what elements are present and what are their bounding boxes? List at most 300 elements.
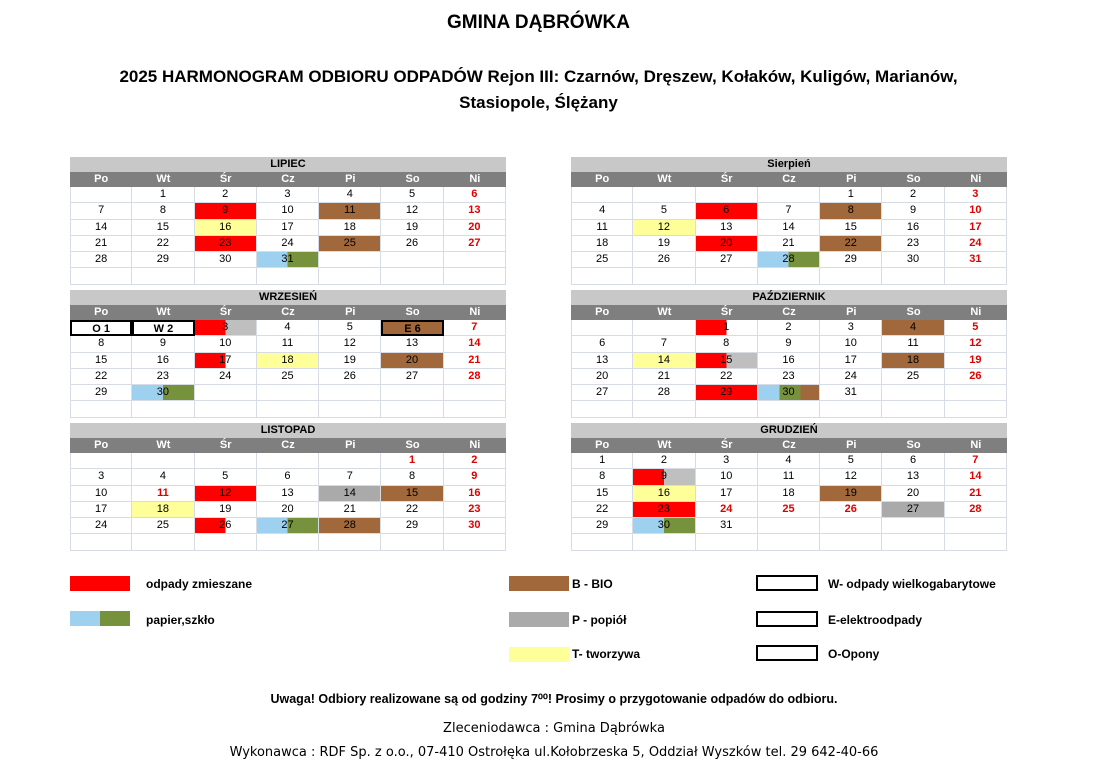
day-cell: 25 (758, 502, 820, 518)
day-cell: 18 (132, 502, 194, 518)
legend-electro-label: E-elektroodpady (828, 613, 923, 627)
day-cell: 2 (633, 453, 695, 469)
day-cell: 14 (444, 336, 506, 352)
day-cell (945, 385, 1007, 401)
weekday-label: Pi (846, 306, 857, 318)
month-header: PAŹDZIERNIK (571, 290, 1007, 305)
day-cell (70, 268, 132, 284)
weekday-label: Śr (219, 439, 232, 451)
day-cell (820, 401, 882, 417)
legend-electro-swatch (756, 611, 818, 627)
week-row (571, 320, 1007, 336)
day-cell: 17 (696, 486, 758, 502)
day-cell: 13 (444, 203, 506, 219)
weekday-label: Śr (219, 306, 232, 318)
day-cell (633, 401, 695, 417)
day-cell: 26 (319, 369, 381, 385)
day-cell (381, 252, 443, 268)
day-cell: 28 (319, 518, 381, 534)
calendar-sierpien (571, 157, 1007, 285)
week-row (571, 236, 1007, 252)
day-cell: 28 (758, 252, 820, 268)
day-cell: 12 (633, 220, 695, 236)
day-cell: 3 (945, 187, 1007, 203)
day-cell (945, 518, 1007, 534)
week-row (70, 353, 506, 369)
day-cell: 14 (945, 469, 1007, 485)
legend-paper-label: papier,szkło (146, 613, 215, 627)
weekday-label: Ni (970, 173, 982, 185)
day-cell: 24 (820, 369, 882, 385)
day-cell (444, 385, 506, 401)
week-row (70, 236, 506, 252)
day-cell: 24 (195, 369, 257, 385)
day-cell: 3 (195, 320, 257, 336)
day-cell: 16 (882, 220, 944, 236)
day-cell: 2 (758, 320, 820, 336)
day-cell: 4 (571, 203, 633, 219)
day-cell: 20 (696, 236, 758, 252)
day-cell: 4 (758, 453, 820, 469)
legend-plastic-swatch (509, 647, 569, 662)
day-cell: 21 (758, 236, 820, 252)
day-cell: 13 (696, 220, 758, 236)
weekday-label: Cz (782, 439, 796, 451)
day-cell (444, 268, 506, 284)
week-row (70, 320, 506, 336)
week-row (70, 469, 506, 485)
day-cell: 19 (319, 353, 381, 369)
week-row (571, 353, 1007, 369)
week-row (571, 369, 1007, 385)
day-cell: 20 (444, 220, 506, 236)
day-cell: 24 (257, 236, 319, 252)
day-cell: 19 (820, 486, 882, 502)
day-cell (195, 453, 257, 469)
weekday-label: Ni (970, 439, 982, 451)
day-cell: 5 (381, 187, 443, 203)
day-cell: 10 (696, 469, 758, 485)
day-cell: 30 (633, 518, 695, 534)
day-cell: 11 (882, 336, 944, 352)
day-cell (195, 385, 257, 401)
day-cell: 3 (696, 453, 758, 469)
day-cell: 29 (381, 518, 443, 534)
weekday-label: Wt (156, 306, 171, 318)
day-cell: 2 (882, 187, 944, 203)
day-cell (319, 453, 381, 469)
weekday-label: Po (94, 439, 109, 451)
day-cell: 19 (195, 502, 257, 518)
weekday-label: Cz (281, 306, 295, 318)
day-cell: 23 (758, 369, 820, 385)
day-cell: 23 (444, 502, 506, 518)
day-cell: 17 (70, 502, 132, 518)
day-cell: 23 (882, 236, 944, 252)
day-cell (571, 268, 633, 284)
day-cell: 7 (319, 469, 381, 485)
day-cell (882, 518, 944, 534)
day-cell: 16 (444, 486, 506, 502)
day-cell: 25 (257, 369, 319, 385)
week-row (571, 220, 1007, 236)
day-cell (257, 385, 319, 401)
day-cell: 16 (758, 353, 820, 369)
weekday-header-row (70, 438, 506, 453)
day-cell: 25 (882, 369, 944, 385)
weekday-label: So (405, 306, 420, 318)
legend-plastic-label: T- tworzywa (572, 647, 641, 661)
day-cell (444, 534, 506, 550)
day-cell: 31 (696, 518, 758, 534)
day-cell: 26 (195, 518, 257, 534)
day-cell: 9 (195, 203, 257, 219)
day-cell: 12 (381, 203, 443, 219)
day-cell: 12 (319, 336, 381, 352)
day-cell (882, 385, 944, 401)
day-cell: 20 (381, 353, 443, 369)
day-cell: 6 (257, 469, 319, 485)
day-cell: 29 (571, 518, 633, 534)
day-cell: 26 (381, 236, 443, 252)
day-cell: 12 (195, 486, 257, 502)
day-cell: 8 (571, 469, 633, 485)
day-cell: 25 (132, 518, 194, 534)
schedule-title: 2025 HARMONOGRAM ODBIORU ODPADÓW Rejon III: Czarnów, Dręszew, Kołaków, Kuligów, Marianów, Stasiopole, Ślężany (119, 67, 958, 112)
weekday-label: Śr (720, 439, 733, 451)
day-cell (132, 534, 194, 550)
day-cell (319, 252, 381, 268)
legend-tires-label: O-Opony (828, 647, 880, 661)
day-cell (195, 401, 257, 417)
weekday-label: Wt (657, 173, 672, 185)
calendar-pazdziernik (571, 290, 1007, 418)
day-cell (758, 534, 820, 550)
weekday-label: Cz (281, 439, 295, 451)
day-cell: 26 (820, 502, 882, 518)
day-cell: 7 (758, 203, 820, 219)
day-cell: 30 (444, 518, 506, 534)
day-cell: 9 (444, 469, 506, 485)
day-cell: 28 (633, 385, 695, 401)
day-cell (195, 534, 257, 550)
legend-ash-label: P - popiół (572, 613, 627, 627)
day-cell (882, 268, 944, 284)
weekday-label: So (405, 173, 420, 185)
day-cell: 17 (820, 353, 882, 369)
day-cell (571, 534, 633, 550)
week-row (70, 220, 506, 236)
day-cell: 9 (132, 336, 194, 352)
day-cell: 19 (381, 220, 443, 236)
day-cell (319, 268, 381, 284)
legend-bulky-label: W- odpady wielkogabarytowe (828, 577, 996, 591)
weekday-label: Po (595, 173, 610, 185)
day-cell: 27 (381, 369, 443, 385)
day-cell: 9 (633, 469, 695, 485)
weekday-label: Cz (782, 306, 796, 318)
day-cell: 31 (820, 385, 882, 401)
day-cell (381, 385, 443, 401)
day-cell (696, 534, 758, 550)
pickup-notice: Uwaga! Odbiory realizowane są od godziny 7⁰⁰! Prosimy o przygotowanie odpadów do odbioru. (270, 692, 838, 706)
day-cell (758, 518, 820, 534)
month-header: LIPIEC (70, 157, 506, 172)
day-cell: 23 (195, 236, 257, 252)
calendar-lipiec (70, 157, 506, 285)
week-row (70, 453, 506, 469)
day-cell: 15 (381, 486, 443, 502)
weekday-label: So (906, 173, 921, 185)
day-cell: 8 (696, 336, 758, 352)
weekday-label: Po (595, 439, 610, 451)
day-cell (70, 187, 132, 203)
day-cell: 29 (132, 252, 194, 268)
day-cell: 10 (257, 203, 319, 219)
weekday-label: Po (595, 306, 610, 318)
weekday-label: Ni (469, 173, 481, 185)
week-row (70, 187, 506, 203)
weekday-label: Pi (345, 439, 356, 451)
weekday-label: Ni (469, 306, 481, 318)
day-cell: 8 (381, 469, 443, 485)
day-cell (820, 534, 882, 550)
day-cell: 25 (319, 236, 381, 252)
day-cell: 24 (70, 518, 132, 534)
day-cell: 25 (571, 252, 633, 268)
weekday-header-row (571, 438, 1007, 453)
day-cell (571, 401, 633, 417)
day-cell (381, 268, 443, 284)
day-cell (882, 401, 944, 417)
day-cell (571, 320, 633, 336)
municipality-title: GMINA DĄBRÓWKA (447, 12, 630, 33)
day-cell: 11 (132, 486, 194, 502)
weekday-label: Pi (345, 173, 356, 185)
week-row (70, 369, 506, 385)
day-cell (444, 401, 506, 417)
day-cell: 10 (945, 203, 1007, 219)
day-cell: 29 (696, 385, 758, 401)
day-cell (633, 187, 695, 203)
weekday-header-row (571, 305, 1007, 320)
day-cell: 14 (70, 220, 132, 236)
weekday-label: Pi (846, 439, 857, 451)
legend-bio-label: B - BIO (572, 577, 613, 591)
legend-tires-swatch (756, 645, 818, 661)
day-cell (132, 268, 194, 284)
day-cell: 4 (319, 187, 381, 203)
day-cell (945, 268, 1007, 284)
day-cell: E 6 (381, 320, 443, 336)
day-cell: 11 (257, 336, 319, 352)
day-cell: 27 (696, 252, 758, 268)
day-cell: 10 (70, 486, 132, 502)
day-cell: 30 (132, 385, 194, 401)
calendar-grudzien (571, 423, 1007, 551)
weekday-label: Wt (657, 439, 672, 451)
day-cell: 21 (444, 353, 506, 369)
day-cell: 30 (758, 385, 820, 401)
day-cell: 7 (70, 203, 132, 219)
day-cell: 1 (132, 187, 194, 203)
day-cell: 31 (945, 252, 1007, 268)
day-cell: 15 (571, 486, 633, 502)
day-cell (758, 187, 820, 203)
day-cell (319, 534, 381, 550)
week-row (70, 401, 506, 417)
day-cell: 11 (571, 220, 633, 236)
day-cell: 27 (257, 518, 319, 534)
week-row (70, 252, 506, 268)
day-cell: 12 (945, 336, 1007, 352)
day-cell: 8 (132, 203, 194, 219)
day-cell: 26 (945, 369, 1007, 385)
day-cell: 16 (195, 220, 257, 236)
day-cell: 22 (132, 236, 194, 252)
day-cell (70, 401, 132, 417)
calendar-wrzesien (70, 290, 506, 418)
day-cell: 10 (195, 336, 257, 352)
day-cell: 21 (319, 502, 381, 518)
day-cell: 21 (945, 486, 1007, 502)
day-cell: 27 (444, 236, 506, 252)
weekday-label: Po (94, 306, 109, 318)
day-cell (758, 401, 820, 417)
weekday-label: Wt (156, 439, 171, 451)
day-cell: 22 (381, 502, 443, 518)
day-cell (696, 401, 758, 417)
day-cell: 13 (571, 353, 633, 369)
week-row (571, 268, 1007, 284)
day-cell: 16 (633, 486, 695, 502)
weekday-label: So (405, 439, 420, 451)
day-cell: 6 (882, 453, 944, 469)
week-row (571, 469, 1007, 485)
day-cell: 17 (257, 220, 319, 236)
day-cell: 20 (571, 369, 633, 385)
day-cell: 18 (571, 236, 633, 252)
day-cell (758, 268, 820, 284)
day-cell (70, 453, 132, 469)
day-cell (319, 385, 381, 401)
day-cell: 5 (319, 320, 381, 336)
week-row (70, 203, 506, 219)
day-cell: 17 (195, 353, 257, 369)
week-row (70, 336, 506, 352)
day-cell: 20 (257, 502, 319, 518)
week-row (571, 453, 1007, 469)
day-cell (132, 401, 194, 417)
day-cell: 23 (633, 502, 695, 518)
day-cell: 28 (945, 502, 1007, 518)
day-cell: 9 (882, 203, 944, 219)
day-cell (571, 187, 633, 203)
week-row (70, 534, 506, 550)
day-cell: 3 (70, 469, 132, 485)
week-row (571, 486, 1007, 502)
week-row (70, 385, 506, 401)
legend-paper-swatch (70, 611, 130, 626)
day-cell (257, 401, 319, 417)
day-cell: 27 (882, 502, 944, 518)
day-cell: 6 (571, 336, 633, 352)
day-cell: 18 (257, 353, 319, 369)
day-cell: 5 (945, 320, 1007, 336)
day-cell: 15 (696, 353, 758, 369)
day-cell (381, 401, 443, 417)
day-cell: 29 (820, 252, 882, 268)
day-cell (257, 268, 319, 284)
day-cell: 14 (758, 220, 820, 236)
weekday-label: Wt (156, 173, 171, 185)
legend-bulky-swatch (756, 575, 818, 591)
day-cell: 7 (633, 336, 695, 352)
day-cell (696, 268, 758, 284)
week-row (70, 518, 506, 534)
day-cell: 3 (820, 320, 882, 336)
legend-bio-swatch (509, 576, 569, 591)
day-cell: 15 (132, 220, 194, 236)
day-cell: 30 (882, 252, 944, 268)
day-cell (132, 453, 194, 469)
weekday-label: Wt (657, 306, 672, 318)
day-cell: 1 (571, 453, 633, 469)
weekday-label: Pi (345, 306, 356, 318)
weekday-header-row (70, 305, 506, 320)
day-cell: 24 (696, 502, 758, 518)
day-cell (444, 252, 506, 268)
month-header: LISTOPAD (70, 423, 506, 438)
day-cell: 6 (444, 187, 506, 203)
calendar-listopad (70, 423, 506, 551)
day-cell: 5 (195, 469, 257, 485)
day-cell: 1 (381, 453, 443, 469)
day-cell: 31 (257, 252, 319, 268)
day-cell: 7 (945, 453, 1007, 469)
day-cell: 23 (132, 369, 194, 385)
day-cell: 3 (257, 187, 319, 203)
weekday-label: Śr (720, 306, 733, 318)
day-cell (945, 401, 1007, 417)
day-cell: 22 (696, 369, 758, 385)
day-cell (381, 534, 443, 550)
day-cell: 18 (319, 220, 381, 236)
day-cell: 18 (882, 353, 944, 369)
day-cell: 14 (319, 486, 381, 502)
day-cell: 1 (820, 187, 882, 203)
day-cell (319, 401, 381, 417)
day-cell (195, 268, 257, 284)
day-cell: 5 (820, 453, 882, 469)
day-cell: 28 (444, 369, 506, 385)
week-row (70, 502, 506, 518)
weekday-label: Śr (219, 173, 232, 185)
day-cell: 10 (820, 336, 882, 352)
day-cell: 19 (633, 236, 695, 252)
day-cell: 2 (195, 187, 257, 203)
day-cell (820, 518, 882, 534)
day-cell: 4 (882, 320, 944, 336)
day-cell: 21 (633, 369, 695, 385)
day-cell: 15 (70, 353, 132, 369)
day-cell: 4 (257, 320, 319, 336)
day-cell: 9 (758, 336, 820, 352)
day-cell: 21 (70, 236, 132, 252)
day-cell: 4 (132, 469, 194, 485)
day-cell: 17 (945, 220, 1007, 236)
weekday-label: Ni (970, 306, 982, 318)
